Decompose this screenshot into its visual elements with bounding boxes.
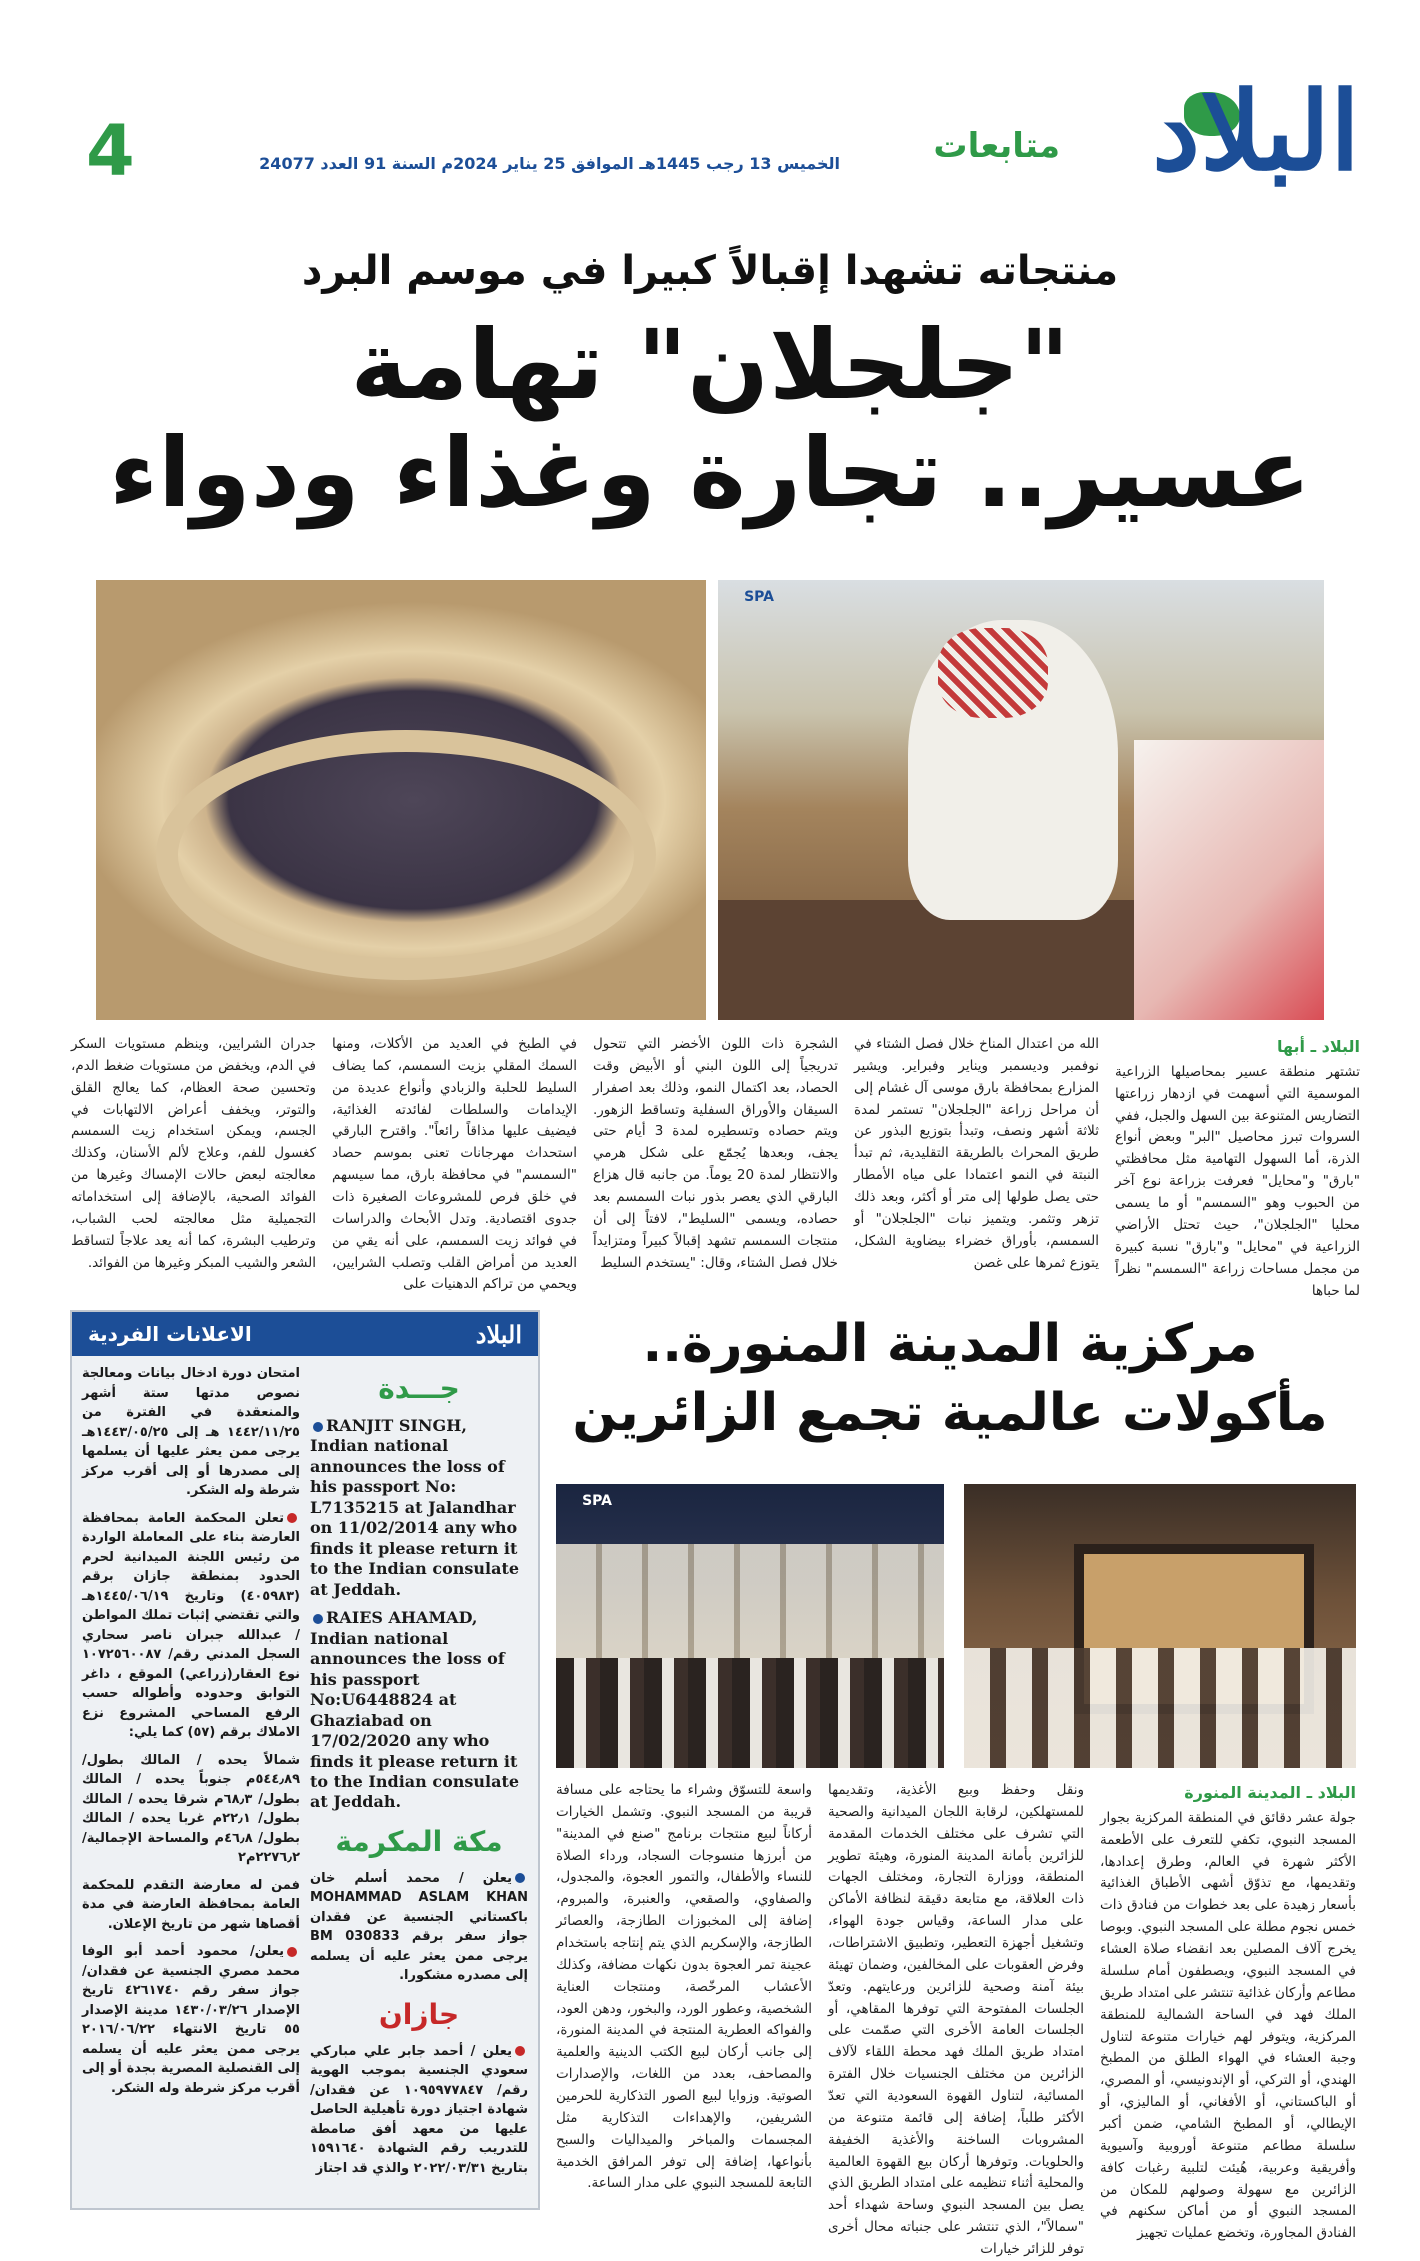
classifieds-logo: البلاد <box>475 1319 522 1349</box>
newspaper-logo[interactable]: البلاد <box>1151 69 1360 195</box>
photo-shemagh <box>938 628 1048 718</box>
photo-arcade <box>556 1544 944 1664</box>
photo-cloth <box>1134 740 1324 1020</box>
article2-headline <box>555 1310 1345 1447</box>
bullet-icon <box>287 1513 297 1523</box>
bullet-icon <box>515 1873 525 1883</box>
photo-farmer-harvest <box>718 580 1324 1020</box>
classified-ad: امتحان دورة ادخال بيانات ومعالجة نصوص مدتها ستة أشهر والمنعقدة في الفترة من ١٤٤٢/١١/٢٥ هـ إلى ١٤٤٣/٠٥/٢٥هـ يرجى ممن يعثر عليها أن يسلمها إلى مصدرها أو إلى أقرب مركز شرطة وله الشكر. <box>82 1366 300 1498</box>
article1-column: الشجرة ذات اللون الأخضر التي تتحول تدريجياً إلى اللون البني أو الأبيض وقت الحصاد، بعد اكتمال النمو، وذلك بعد اصفرار السيقان والأوراق السفلية وتساقط الزهور. ويتم حصاده وتسطيره لمدة 3 أيام حتى يجف، وبعدها يُجمّع على شكل هرمي والانتظار لمدة 20 يوماً. من جانبه قال هزاع البارقي الذي يعصر بذور نبات السمسم بعد حصاده، ويسمى "السليط"، لافتاً إلى أن منتجات السمسم تشهد إقبالاً كبيراً ومتزايداً خلال فصل الشتاء، وقال: "يستخدم السليط <box>593 1036 838 1271</box>
headline-line-1: "جلجلان" تهامة <box>350 309 1070 421</box>
article2-body <box>556 1780 1356 2258</box>
classifieds-column-left <box>82 1364 300 2186</box>
dateline: الخميس 13 رجب 1445هـ الموافق 25 يناير 2024م السنة 91 العدد 24077 <box>259 154 840 173</box>
classified-ad-bounds: شمالاً يحده / المالك بطول/ ٥٤٤٫٨٩م جنوباً يحده / المالك بطول/ ٦٨٫٣م شرقا يحده / المالك بطول/ ٢٢٫١م غربا يحده / المالك بطول/ ٤٦٫٨م والمساحة الإجمالية/ ٢٢٧٦٫٢م٢ <box>82 1752 301 1865</box>
photo-crowd <box>556 1658 944 1768</box>
photo-sesame-sack <box>96 580 706 1020</box>
bullet-icon <box>515 2046 525 2056</box>
bullet-icon <box>313 1614 323 1624</box>
classified-ad: RANJIT SINGH, Indian national announces the loss of his passport No: L7135215 at Jalandhar on 11/02/2014 any who finds it please return it to the Indian consulate at Jeddah. <box>310 1416 520 1599</box>
spa-logo-icon: SPA <box>582 1493 612 1509</box>
photo-market-arcade <box>556 1484 944 1768</box>
city-heading-makkah: مكة المكرمة <box>335 1824 503 1858</box>
article1-body <box>70 1034 1360 1299</box>
article2-byline: البلاد ـ المدينة المنورة <box>1184 1783 1356 1802</box>
article1-column <box>1115 1034 1360 1299</box>
column-text: جولة عشر دقائق في المنطقة المركزية بجوار المسجد النبوي، تكفي للتعرف على الأطعمة الأكثر شهرة في العالم، وطرق إعدادها، وتقديمها، مع تذوّق أشهى الأطباق الغذائية بأسعار زهيدة على بعد خطوات من فنادق ذات خمس نجوم مطلة على المسجد النبوي. وبوصا يخرج آلاف المصلين بعد انقضاء صلاة العشاء في المسجد النبوي، ويصطفون أمام سلسلة مطاعم وأركان غذائية تنتشر على امتداد طريق الملك فهد في الساحة الشمالية للمنطقة المركزية، ويتوفر لهم خيارات متنوعة لتناول وجبة العشاء في الهواء الطلق من المطبخ الهندي، أو التركي، أو الإندونيسي، أو المصري، أو الباكستاني، أو الأفغاني، أو الماليزي، أو الإيطالي، أو المطبخ الشامي، ضمن أكبر سلسلة مطاعم متنوعة أوروبية وآسيوية وأفريقية وعربية، هُيئت لتلبية رغبات كافة الزائرين مع سهولة وصولهم للمكان من المسجد النبوي أو من أماكن سكنهم في الفنادق المجاورة، وتخضع عمليات تجهيز <box>1100 1809 1356 2242</box>
classifieds-header <box>72 1312 538 1356</box>
classified-ad: RAIES AHAMAD, Indian national announces the loss of his passport No:U6448824 at Ghaziabad on 17/02/2020 any who finds it please return it to the Indian consulate at Jeddah. <box>310 1608 520 1812</box>
article1-column: جدران الشرايين، وينظم مستويات السكر في الدم، ويخفض من مستويات ضغط الدم، وتحسين صحة العظام، كما يعالج القلق والتوتر، ويخفف أعراض الالتهابات في الجسم، ويمكن استخدام زيت السمسم كغسول للفم، وعلاج لألم الأسنان، وكذلك معالجته لبعض حالات الإمساك وغيرها من الفوائد الصحية، بالإضافة إلى استخداماته التجميلية مثل معالجته لحب الشباب، وترطيب البشرة، كما أنه يعد علاجاً لتساقط الشعر والشيب المبكر وغيرها من الفوائد. <box>71 1036 316 1271</box>
classified-ad: يعلن / أحمد جابر علي مباركي سعودي الجنسية بموجب الهوية رقم/ ١٠٩٥٩٧٧٨٤٧ عن فقدان/ شهادة اجتياز دورة تأهيلية الحاصل عليها من معهد أفق صامطة للتدريب رقم الشهادة ١٥٩١٦٤٠ بتاريخ ٢٠٢٢/٠٣/٣١ والذي قد اجتاز <box>310 2043 529 2176</box>
classifieds-title: الاعلانات الفردية <box>88 1322 252 1346</box>
photo-food-kiosk <box>964 1484 1356 1768</box>
column-text: تشتهر منطقة عسير بمحاصيلها الزراعية الموسمية التي أسهمت في ازدهار زراعتها التضاريس المتنوعة بين السهل والجبل، ففي السروات تبرز محاصيل "البر" وبعض أنواع الذرة، أما السهول التهامية مثل محافظتي "بارق" و"محايل" فعرفت بزراعة نوع آخر من الحبوب وهو "السمسم" أو ما يسمى محليا "الجلجلان"، حيث تحتل الأراضي الزراعية في "محايل" و"بارق" نسبة كبيرة من مجمل مساحات زراعة "السمسم" نظراً لما حباها <box>1115 1063 1360 1299</box>
headline-line-2: مأكولات عالمية تجمع الزائرين <box>572 1382 1328 1443</box>
page-number: 4 <box>86 110 135 192</box>
city-heading-jeddah: جـــدة <box>378 1372 460 1405</box>
headline-line-2: عسير.. تجارة وغذاء ودواء <box>109 416 1311 529</box>
masthead <box>70 69 1360 202</box>
classifieds-column-right <box>310 1364 528 2186</box>
classified-ad: تعلن المحكمة العامة بمحافظة العارضة بناء على المعاملة الواردة من رئيس اللجنة الميدانية لحرم الحدود بمنطقة جازان برقم (٤٠٥٩٨٣) وتاريخ ١٤٤٥/٠٦/١٩هـ والتي تقتضي إثبات تملك المواطن / عبدالله جبران ناصر سحاري السجل المدني رقم/ ١٠٧٢٥٦٠٠٨٧ نوع العقار(زراعي) الموقع ، داغر التوابق وحدوده وأطواله حسب الرفع المساحي المشروع نزع الاملاك برقم (٥٧) كما يلي: <box>82 1510 300 1740</box>
city-heading-jazan: جازان <box>378 1997 460 2031</box>
classified-ad: فمن له معارضة التقدم للمحكمة العامة بمحافظة العارضة في مدة أقصاها شهر من تاريخ الإعلان. <box>82 1877 300 1932</box>
article1-kicker: منتجاته تشهدا إقبالاً كبيرا في موسم البرد <box>301 248 1119 294</box>
article1-byline: البلاد ـ أبها <box>1276 1037 1360 1056</box>
article2-column: ونقل وحفظ وبيع الأغذية، وتقديمها للمستهلكين، لرقابة اللجان الميدانية والصحية التي تشرف على مختلف الخدمات المقدمة للزائرين بأمانة المدينة المنورة، وهيئة تطوير المنطقة، ووزارة التجارة، ومختلف الجهات ذات العلاقة، مع متابعة دقيقة لنظافة الأماكن على مدار الساعة، وقياس جودة الهواء، وتشغيل أجهزة التعطير، وتطبيق الاشتراطات، وفرض العقوبات على المخالفين، وضمان تهيئة بيئة آمنة وصحية للزائرين ورعايتهم. وتعدّ الجلسات المفتوحة التي توفرها المقاهي، أو الجلسات العامة الأخرى التي صمّمت على امتداد طريق الملك فهد محطة اللقاء لآلاف الزائرين من مختلف الجنسيات خلال الفترة المسائية، لتناول القهوة السعودية التي تعدّ الأكثر طلباً، إضافة إلى قائمة متنوعة من المشروبات الساخنة والأغذية الخفيفة والحلويات. وتوفرها أركان بيع القهوة العالمية والمحلية أثناء تنظيمه على امتداد الطريق الذي يصل بين المسجد النبوي وساحة شهداء أحد "سمالاً"، الذي تنتشر على جنباته محال أخرى توفر للزائر خيارات <box>828 1782 1084 2258</box>
article2-column: واسعة للتسوّق وشراء ما يحتاجه على مسافة قريبة من المسجد النبوي. وتشمل الخيارات أركاناً لبيع منتجات برنامج "صنع في المدينة" من أبرزها منسوجات السجاد، ورداء الصلاة للنساء والأطفال، والتمور العجوة، والمجدول، والصفاوي، والصقعي، والعنبرة، والمبروم، إضافة إلى المخبوزات الطازجة، والعصائر الطازجة، والإسكريم الذي يتم إنتاجه باستخدام عجينة تمر العجوة بدون نكهات مضافة، وكذلك الأعشاب المرخّصة، ومنتجات العناية الشخصية، وعطور الورد، والبخور، ودهن العود، والفواكه العطرية المنتجة في المدينة المنورة، إلى جانب أركان لبيع الكتب الدينية والعلمية والمصاحف، بعدد من اللغات، والإصدارات الصوتية. وزوايا لبيع الصور التذكارية للحرمين الشريفين، والإهداءات التذكارية مثل المجسمات والمباخر والميداليات والسبح بأنواعها، إضافة إلى توفر المرافق الخدمية التابعة للمسجد النبوي على مدار الساعة. <box>556 1782 812 2192</box>
headline-line-1: مركزية المدينة المنورة.. <box>642 1314 1258 1374</box>
section-title: متابعات <box>933 126 1060 166</box>
bullet-icon <box>313 1422 323 1432</box>
bullet-icon <box>287 1947 297 1957</box>
spa-logo-icon: SPA <box>744 589 774 605</box>
photo-visitors <box>964 1648 1356 1768</box>
classifieds-box <box>70 1310 540 2210</box>
article1-column: في الطبخ في العديد من الأكلات، ومنها السمك المقلي بزيت السمسم، كما يضاف السليط للحلبة والزبادي وأنواع عديدة من الإيدامات والسلطات لفائدته الغذائية، فيضيف عليها مذاقاً رائعاً". واقترح البارقي استحداث مهرجانات تعنى بموسم حصاد "السمسم" في محافظة بارق، مما سيسهم في خلق فرص للمشروعات الصغيرة ذات جدوى اقتصادية. وتدل الأبحاث والدراسات في فوائد زيت السمسم، على أنه يقي من العديد من أمراض القلب وتصلب الشرايين، ويحمي من تراكم الدهنيات على <box>332 1036 577 1293</box>
article1-column: الله من اعتدال المناخ خلال فصل الشتاء في نوفمبر وديسمبر ويناير وفبراير. ويشير المزارع بمحافظة بارق موسى آل غشام إلى أن مراحل زراعة "الجلجلان" تستمر لمدة ثلاثة أشهر ونصف، وتبدأ بتوزيع البذور عن طريق المحراث بالطريقة التقليدية، ثم تبدأ النبتة في النمو اعتمادا على مياه الأمطار حتى يصل طولها إلى متر أو أكثر، وبعد ذلك تزهر وتثمر. ويتميز نبات "الجلجلان" أو السمسم، بأوراق خضراء بيضاوية الشكل، يتوزع ثمرها على غصن <box>854 1036 1099 1271</box>
classified-ad: يعلن/ محمود أحمد أبو الوفا محمد مصري الجنسية عن فقدان/ جواز سفر رقم ٤٢٦١٧٤٠ تاريخ الإصدار ١٤٣٠/٠٣/٢٦ مدينة الإصدار ٥٥ تاريخ الانتهاء ٢٠١٦/٠٦/٢٢ يرجى ممن يعثر عليه أن يسلمه إلى القنصلية المصرية بجدة أو إلى أقرب مركز شرطة وله الشكر. <box>82 1944 300 2096</box>
classifieds-body <box>72 1356 538 2194</box>
photo-sack-rim <box>156 730 656 980</box>
article2-column <box>1100 1780 1356 2242</box>
classified-ad: يعلن / محمد أسلم خان MOHAMMAD ASLAM KHAN باكستاني الجنسية عن فقدان جواز سفر برقم BM 030833 يرجى ممن يعثر عليه أن يسلمه إلى مصدره مشكورا. <box>310 1870 528 1984</box>
article1-headline <box>60 309 1360 529</box>
